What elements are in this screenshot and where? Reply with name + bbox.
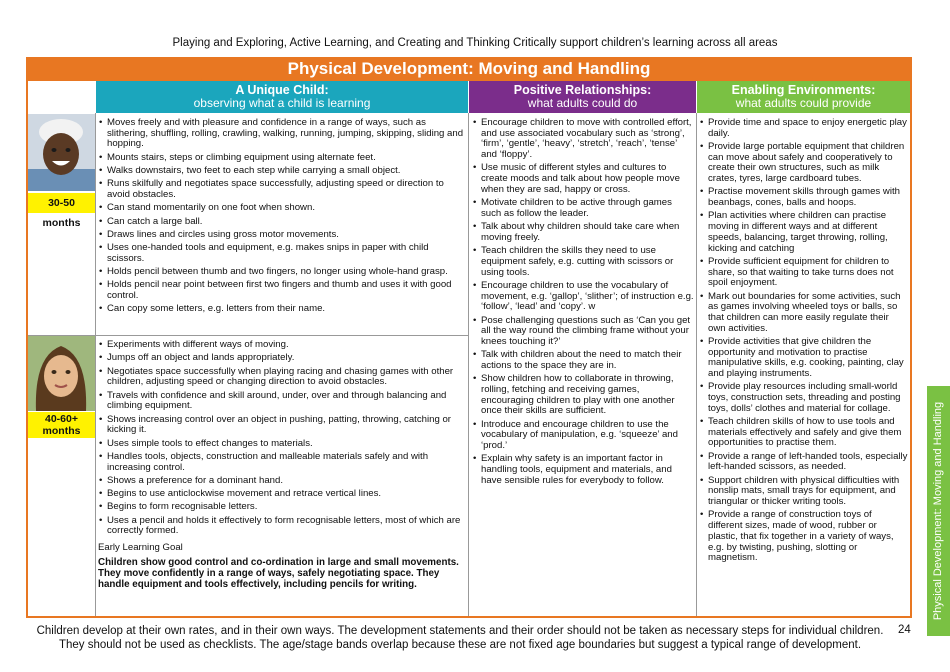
list-item: • Shows a preference for a dominant hand. bbox=[98, 476, 466, 487]
header-positive-sub: what adults could do bbox=[527, 96, 638, 110]
list-item: • Talk about why children should take care when moving freely. bbox=[472, 222, 694, 243]
header-enabling-title: Enabling Environments: bbox=[731, 83, 876, 97]
header-unique-child bbox=[96, 81, 468, 113]
header-enabling-sub: what adults could provide bbox=[735, 96, 872, 110]
list-item: • Provide play resources including small-world toys, construction sets, threading and posting toys, dolls’ clothes and material for collage. bbox=[699, 382, 908, 414]
list-item: • Provide time and space to enjoy energetic play daily. bbox=[699, 118, 908, 139]
list-item: • Talk with children about the need to match their actions to the space they are in. bbox=[472, 350, 694, 371]
list-item: • Begins to use anticlockwise movement and retrace vertical lines. bbox=[98, 489, 466, 500]
divider-vertical bbox=[468, 113, 469, 616]
list-item: • Plan activities where children can practise moving in different ways and at different speeds, balancing, target throwing, rolling, kicking and catching bbox=[699, 211, 908, 254]
side-tab-label: Physical Development: Moving and Handling bbox=[932, 401, 944, 621]
list-item: • Provide a range of construction toys of different sizes, made of wood, rubber or plastic, that fix together in a variety of ways, e.g. by twisting, pushing, slotting or magnetism. bbox=[699, 510, 908, 564]
footer-line-1: Children develop at their own rates, and in their own ways. The development statements and their order should not be taken as necessary steps for individual children. bbox=[36, 625, 884, 637]
list-item: • Provide a range of left-handed tools, especially left-handed scissors, as needed. bbox=[699, 452, 908, 473]
list-item: • Moves freely and with pleasure and confidence in a range of ways, such as slithering, shuffling, rolling, crawling, walking, running, jumping, skipping, sliding and hopping. bbox=[98, 118, 466, 150]
list-item: • Draws lines and circles using gross motor movements. bbox=[98, 230, 466, 241]
list-item: • Handles tools, objects, construction and malleable materials safely and with increasing control. bbox=[98, 452, 466, 473]
list-item: • Uses simple tools to effect changes to materials. bbox=[98, 439, 466, 450]
list-item: • Teach children skills of how to use tools and materials effectively and safely and give them opportunities to practise them. bbox=[699, 417, 908, 449]
list-item: • Show children how to collaborate in throwing, rolling, fetching and receiving games, encouraging children to play with one another once their skills are sufficient. bbox=[472, 374, 694, 417]
list-item: • Teach children the skills they need to use equipment safely, e.g. cutting with scissors or using tools. bbox=[472, 246, 694, 278]
page-number: 24 bbox=[898, 624, 911, 636]
list-item: • Encourage children to use the vocabulary of movement, e.g. ‘gallop’, ‘slither’; of instruction e.g. ‘follow’, ‘lead’ and ‘copy’. w bbox=[472, 281, 694, 313]
list-item: • Support children with physical difficulties with nonslip mats, small trays for equipment, and triangular or thicker writing tools. bbox=[699, 476, 908, 508]
header-positive-relationships bbox=[469, 81, 696, 113]
footer-line-2: They should not be used as checklists. The age/stage bands overlap because these are not fixed age boundaries but suggest a typical range of development. bbox=[58, 639, 862, 651]
list-item: • Can catch a large ball. bbox=[98, 217, 466, 228]
footer-note bbox=[30, 624, 890, 652]
list-item: • Jumps off an object and lands appropriately. bbox=[98, 353, 466, 364]
header-positive-title: Positive Relationships: bbox=[513, 83, 652, 97]
elg-label: Early Learning Goal bbox=[98, 542, 183, 554]
list-item: • Practise movement skills through games with beanbags, cones, balls and hoops. bbox=[699, 187, 908, 208]
unique-40-60-list bbox=[98, 340, 466, 590]
list-item: • Introduce and encourage children to use the vocabulary of manipulation, e.g. ‘squeeze’ and ‘prod.’ bbox=[472, 420, 694, 452]
list-item: • Can stand momentarily on one foot when shown. bbox=[98, 203, 466, 214]
early-learning-goal bbox=[98, 543, 466, 590]
list-item: • Provide sufficient equipment for children to share, so that waiting to take turns does not spoil enjoyment. bbox=[699, 257, 908, 289]
list-item: • Encourage children to move with controlled effort, and use associated vocabulary such as ‘strong’, ‘firm’, ‘gentle’, ‘heavy’, ‘stretch’, ‘reach’, ‘tense’ and ‘floppy’. bbox=[472, 118, 694, 161]
divider-vertical bbox=[95, 113, 96, 616]
child-photo-girl bbox=[28, 336, 95, 411]
list-item: • Holds pencil near point between first two fingers and thumb and uses it with good control. bbox=[98, 280, 466, 301]
list-item: • Begins to form recognisable letters. bbox=[98, 502, 466, 513]
list-item: • Mounts stairs, steps or climbing equipment using alternate feet. bbox=[98, 153, 466, 164]
elg-text: Children show good control and co-ordination in large and small movements. They move confidently in a range of ways, safely negotiating space. They handle equipment and tools effectively, including pencils for writing. bbox=[98, 556, 459, 590]
list-item: • Can copy some letters, e.g. letters from their name. bbox=[98, 304, 466, 315]
page-title: Physical Development: Moving and Handling bbox=[26, 57, 912, 81]
list-item: • Experiments with different ways of moving. bbox=[98, 340, 466, 351]
age-band-30-50: 30-50 months bbox=[28, 193, 95, 213]
list-item: • Travels with confidence and skill around, under, over and through balancing and climbing equipment. bbox=[98, 391, 466, 412]
list-item: • Pose challenging questions such as ‘Can you get all the way round the climbing frame without your knees touching it?’ bbox=[472, 316, 694, 348]
unique-30-50-list bbox=[98, 118, 466, 318]
list-item: • Shows increasing control over an object in pushing, patting, throwing, catching or kicking it. bbox=[98, 415, 466, 436]
positive-relationships-list bbox=[472, 118, 694, 489]
header-unique-title: A Unique Child: bbox=[235, 83, 329, 97]
header-unique-sub: observing what a child is learning bbox=[193, 96, 371, 110]
list-item: • Uses one-handed tools and equipment, e.g. makes snips in paper with child scissors. bbox=[98, 243, 466, 264]
side-tab bbox=[927, 386, 950, 636]
enabling-environments-list bbox=[699, 118, 908, 567]
list-item: • Uses a pencil and holds it effectively to form recognisable letters, most of which are correctly formed. bbox=[98, 516, 466, 537]
header-enabling-environments bbox=[697, 81, 910, 113]
list-item: • Mark out boundaries for some activities, such as games involving wheeled toys or balls, so that children can more easily regulate their own activities. bbox=[699, 292, 908, 335]
top-intro-text: Playing and Exploring, Active Learning, and Creating and Thinking Critically support children’s learning across all areas bbox=[172, 37, 778, 49]
list-item: • Motivate children to be active through games such as follow the leader. bbox=[472, 198, 694, 219]
list-item: • Negotiates space successfully when playing racing and chasing games with other children, adjusting speed or changing direction to avoid obstacles. bbox=[98, 367, 466, 388]
list-item: • Use music of different styles and cultures to create moods and talk about how people move when they are sad, happy or cross. bbox=[472, 163, 694, 195]
list-item: • Runs skilfully and negotiates space successfully, adjusting speed or direction to avoid obstacles. bbox=[98, 179, 466, 200]
age-band-40-60: 40-60+ months bbox=[28, 412, 95, 438]
list-item: • Holds pencil between thumb and two fingers, no longer using whole-hand grasp. bbox=[98, 267, 466, 278]
list-item: • Walks downstairs, two feet to each step while carrying a small object. bbox=[98, 166, 466, 177]
child-photo-boy bbox=[28, 114, 95, 191]
list-item: • Explain why safety is an important factor in handling tools, equipment and materials, and have sensible rules for everybody to follow. bbox=[472, 454, 694, 486]
divider-vertical bbox=[696, 113, 697, 616]
list-item: • Provide activities that give children the opportunity and motivation to practise manipulative skills, e.g. cooking, painting, clay and playing instruments. bbox=[699, 337, 908, 380]
list-item: • Provide large portable equipment that children can move about safely and cooperatively to create their own structures, such as milk crates, tyres, large cardboard tubes. bbox=[699, 142, 908, 185]
